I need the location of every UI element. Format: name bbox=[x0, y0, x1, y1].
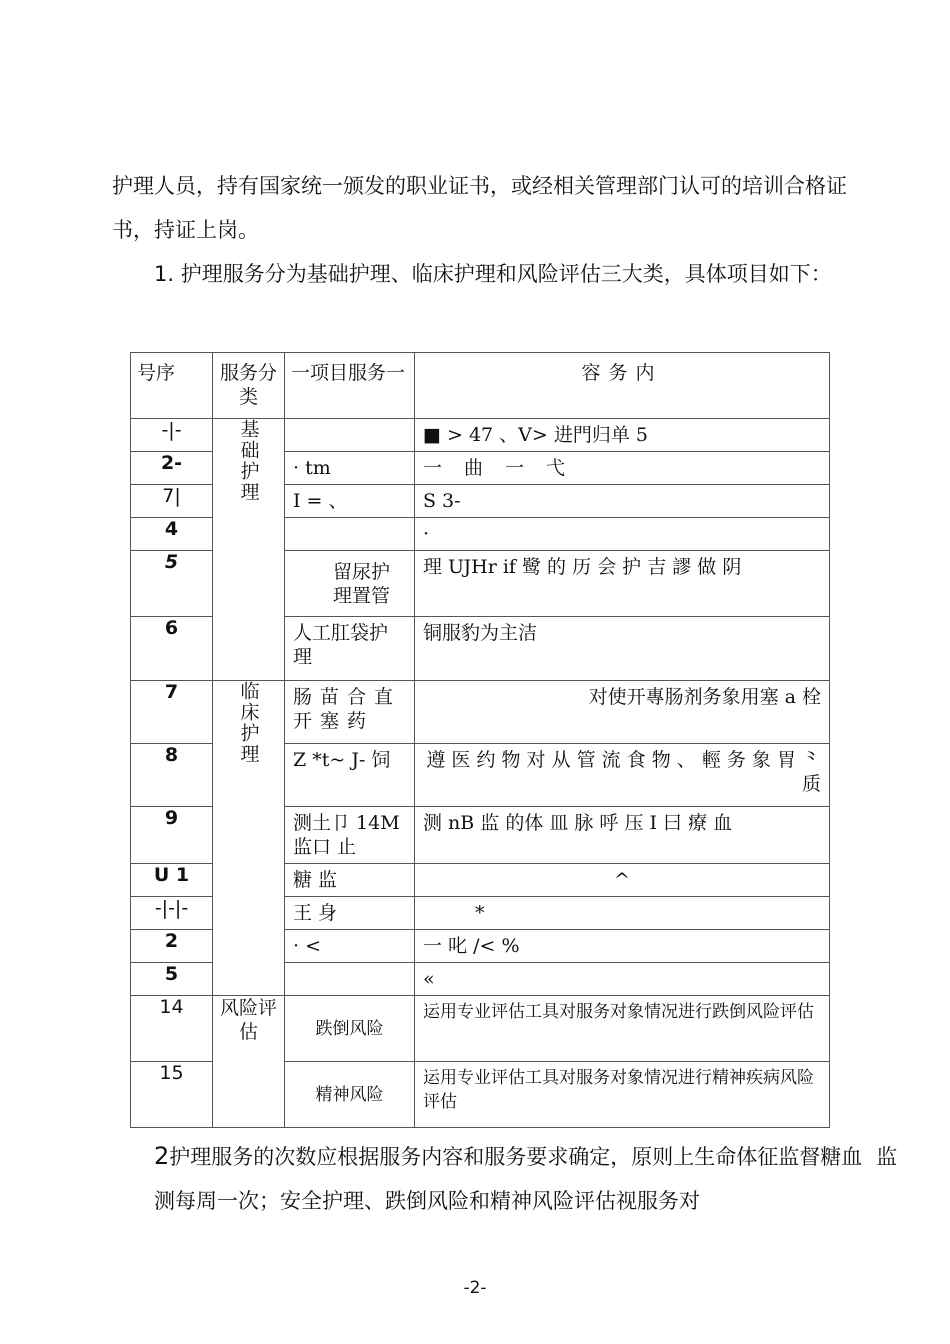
row-content: ^ bbox=[415, 864, 830, 897]
paragraph-text: 护理服务的次数应根据服务内容和服务要求确定，原则上生命体征监督糖血 bbox=[169, 1145, 863, 1169]
header-no: 号序 bbox=[131, 353, 213, 419]
row-no: -|-|- bbox=[131, 897, 213, 930]
row-item: 测土卩 14M 监口 止 bbox=[285, 807, 415, 864]
row-no: 14 bbox=[131, 996, 213, 1062]
row-content: * bbox=[415, 897, 830, 930]
row-content: 铜服豹为主洁 bbox=[415, 617, 830, 681]
row-no: U 1 bbox=[131, 864, 213, 897]
row-no: -|- bbox=[131, 419, 213, 452]
row-content: 对使开專肠剂务象用塞 a 栓 bbox=[415, 681, 830, 744]
list-number: 1. bbox=[154, 262, 175, 286]
row-content: 一 曲 一 弋 bbox=[415, 452, 830, 485]
header-content: 容务内 bbox=[415, 353, 830, 419]
row-no: 5 bbox=[131, 551, 213, 617]
row-no: 4 bbox=[131, 518, 213, 551]
service-table bbox=[130, 352, 830, 1128]
row-content: « bbox=[415, 963, 830, 996]
row-item bbox=[285, 963, 415, 996]
row-item: 王 身 bbox=[285, 897, 415, 930]
category-clinical: 临床护理 bbox=[213, 681, 285, 996]
row-no: 7 bbox=[131, 681, 213, 744]
row-no: 6 bbox=[131, 617, 213, 681]
row-item bbox=[285, 419, 415, 452]
row-item: 糖 监 bbox=[285, 864, 415, 897]
row-item: 精神风险 bbox=[285, 1062, 415, 1128]
row-content: · bbox=[415, 518, 830, 551]
row-no: 15 bbox=[131, 1062, 213, 1128]
row-no: 2- bbox=[131, 452, 213, 485]
row-content: 运用专业评估工具对服务对象情况进行跌倒风险评估 bbox=[415, 996, 830, 1062]
row-item bbox=[285, 518, 415, 551]
row-no: 5 bbox=[131, 963, 213, 996]
table-row bbox=[131, 419, 830, 452]
header-item: 一项目服务一 bbox=[285, 353, 415, 419]
paragraph-text-cont: 监测每周一次；安全护理、跌倒风险和精神风险评估视服务对 bbox=[154, 1145, 898, 1213]
row-content: 遵 医 约 物 对 从 管 流 食 物 、 輕 务 象 胃 ⺀ 质 bbox=[415, 744, 830, 807]
row-content: S 3- bbox=[415, 485, 830, 518]
row-item: 人工肛袋护理 bbox=[285, 617, 415, 681]
table-header-row bbox=[131, 353, 830, 419]
row-item: I = 、 bbox=[285, 485, 415, 518]
paragraph-text: 护理服务分为基础护理、临床护理和风险评估三大类，具体项目如下： bbox=[180, 262, 832, 286]
table-row bbox=[131, 996, 830, 1062]
row-content: 一 叱 /< % bbox=[415, 930, 830, 963]
page-number: -2- bbox=[463, 1278, 487, 1298]
row-no: 7| bbox=[131, 485, 213, 518]
row-content: 运用专业评估工具对服务对象情况进行精神疾病风险评估 bbox=[415, 1062, 830, 1128]
header-category: 服务分类 bbox=[213, 353, 285, 419]
table-row bbox=[131, 681, 830, 744]
row-item: 留尿护理置管 bbox=[285, 551, 415, 617]
row-item: Z *t~ J- 饲 bbox=[285, 744, 415, 807]
row-item: · tm bbox=[285, 452, 415, 485]
row-item: 跌倒风险 bbox=[285, 996, 415, 1062]
row-content: ■ > 47 、V> 进門归单 5 bbox=[415, 419, 830, 452]
row-item: 肠苗合直开塞药 bbox=[285, 681, 415, 744]
paragraph-frequency bbox=[112, 1134, 904, 1223]
row-item: · < bbox=[285, 930, 415, 963]
row-no: 8 bbox=[131, 744, 213, 807]
row-content: 测 nB 监 的体 皿 脉 呼 压 I 曰 療 血 bbox=[415, 807, 830, 864]
paragraph-service-types bbox=[112, 252, 904, 296]
paragraph-qualification: 护理人员，持有国家统一颁发的职业证书，或经相关管理部门认可的培训合格证书，持证上岗。 bbox=[112, 174, 847, 242]
category-risk: 风险评估 bbox=[213, 996, 285, 1128]
row-no: 2 bbox=[131, 930, 213, 963]
category-basic: 基础护理 bbox=[213, 419, 285, 681]
row-content: 理 UJHr if 鹭 的 历 会 护 吉 謬 做 阴 bbox=[415, 551, 830, 617]
list-number: 2 bbox=[154, 1142, 170, 1170]
row-no: 9 bbox=[131, 807, 213, 864]
